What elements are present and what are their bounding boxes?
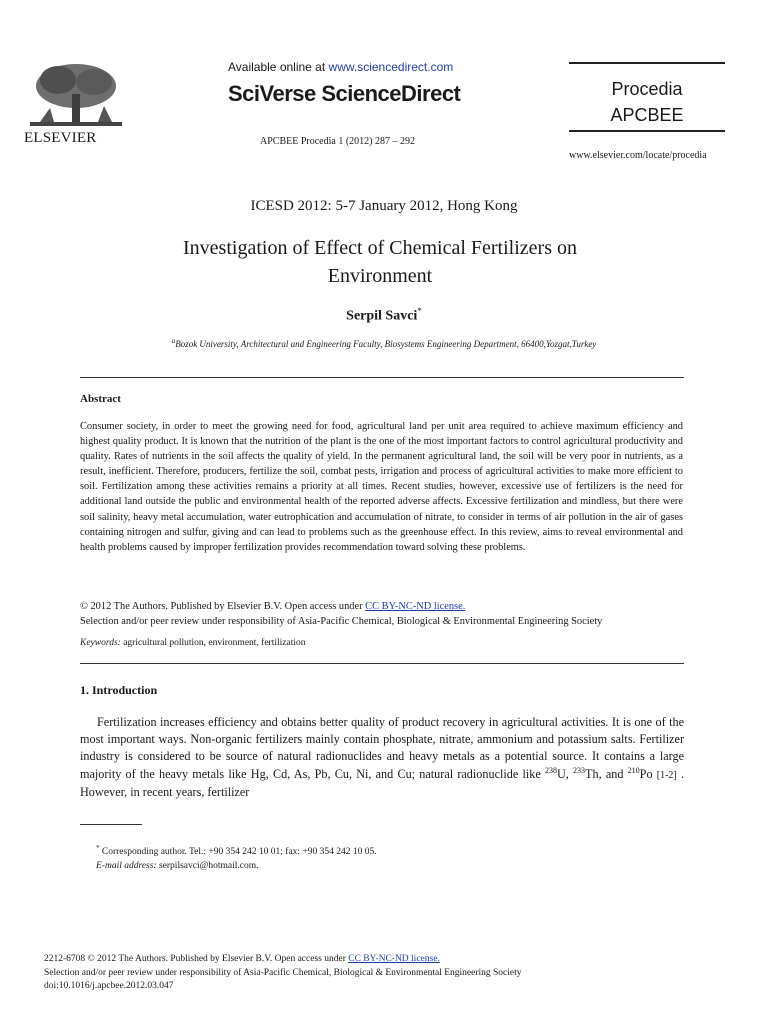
keywords: Keywords: agricultural pollution, environment, fertilization (80, 638, 306, 648)
paper-title: Investigation of Effect of Chemical Fertilizers on Environment (183, 237, 577, 287)
author-name: Serpil Savci* (346, 306, 422, 324)
copyright-notice: © 2012 The Authors. Published by Elsevier B.V. Open access under CC BY-NC-ND license. Selection and/or peer review under responsibility of Asia-Pacific Chemical, Biological & Environmental Engineering Society (80, 601, 603, 627)
license-link[interactable]: CC BY-NC-ND license. (365, 601, 466, 612)
sciencedirect-link[interactable]: www.sciencedirect.com (328, 60, 454, 74)
footnote-rule (80, 824, 142, 825)
conference-line: ICESD 2012: 5-7 January 2012, Hong Kong (250, 198, 518, 214)
abstract-top-rule (80, 377, 684, 378)
page-footer: 2212-6708 © 2012 The Authors. Published by Elsevier B.V. Open access under CC BY-NC-ND license. Selection and/or peer review under responsibility of Asia-Pacific Chemical, Biological & Environmental Engineering Society doi:10.1016/j.apcbee.2012.03.047 (44, 953, 522, 994)
available-online: Available online at www.sciencedirect.com (228, 60, 454, 74)
journal-url[interactable]: www.elsevier.com/locate/procedia (569, 150, 707, 161)
abstract-heading: Abstract (80, 393, 121, 405)
introduction-paragraph: Fertilization increases efficiency and obtains better quality of product recovery in agricultural activities. It is one of the most important ways. Non-organic fertilizers mainly contain phosphate, nitrate, ammonium and potassium salts. Fertilizer industry is considered to be source of natural radionuclides and heavy metals as a potential source. It contains a large majority of the heavy metals like Hg, Cd, As, Pb, Cu, Ni, and Cu; natural radionuclide like $^{238}$U, $^{233}$Th, and $^{210}$Po [1-2] . However, in recent years, fertilizer (80, 715, 685, 799)
email-link[interactable]: serpilsavci@hotmail.com. (156, 861, 259, 872)
abstract-bottom-rule (80, 663, 684, 664)
section-heading-introduction: 1. Introduction (80, 683, 158, 697)
citation-reference[interactable]: [1-2] (656, 769, 677, 781)
platform-name: SciVerse ScienceDirect (228, 81, 461, 106)
journal-citation: APCBEE Procedia 1 (2012) 287 – 292 (260, 136, 415, 147)
journal-box-top-rule (569, 62, 725, 64)
footer-license-link[interactable]: CC BY-NC-ND license. (348, 954, 440, 964)
journal-box-bottom-rule (569, 130, 725, 132)
doi[interactable]: doi:10.1016/j.apcbee.2012.03.047 (44, 981, 174, 991)
affiliation: $^a$Bozok University, Architectural and Engineering Faculty, Biosystems Engineering Department, 66400,Yozgat,Turkey (171, 337, 597, 349)
publisher-name: ELSEVIER (24, 130, 97, 146)
journal-name: Procedia APCBEE (610, 79, 684, 125)
abstract-text: Consumer society, in order to meet the growing need for food, agricultural land per unit area required to achieve maximum efficiency and highest quality product. It is known that the nutrition of the plant is the one of the most important factors to control agricultural productivity and quality. Rates of nutrients in the soil affects the quality of yield. In the permanent agricultural land, the soil will be very poor in nutrients, as a result, inefficient. Therefore, producers, fertilize the soil, combat pests, irrigation and process of agricultural activities to make more efficient to soil. Fertilization among these activities remains a priority at all times. Recent studies, however, excessive use of fertilizers is the need for additional land outside the public and environmental health of the reported adverse affects. Excessive fertilization and mindless, but there were soil salinity, heavy metal accumulation, water eutrophication and accumulation of nitrate, to consider in terms of air pollution in the air of gases containing nitrogen and sulfur, giving and can lead to problems such as the greenhouse effect. In this review, aims to reveal environmental and health problems caused by improper fertilization provides recommendation toward solving these problems. (80, 421, 683, 553)
footnote: * Corresponding author. Tel.: +90 354 242 10 01; fax: +90 354 242 10 05. E-mail address: serpilsavci@hotmail.com. (96, 844, 377, 872)
